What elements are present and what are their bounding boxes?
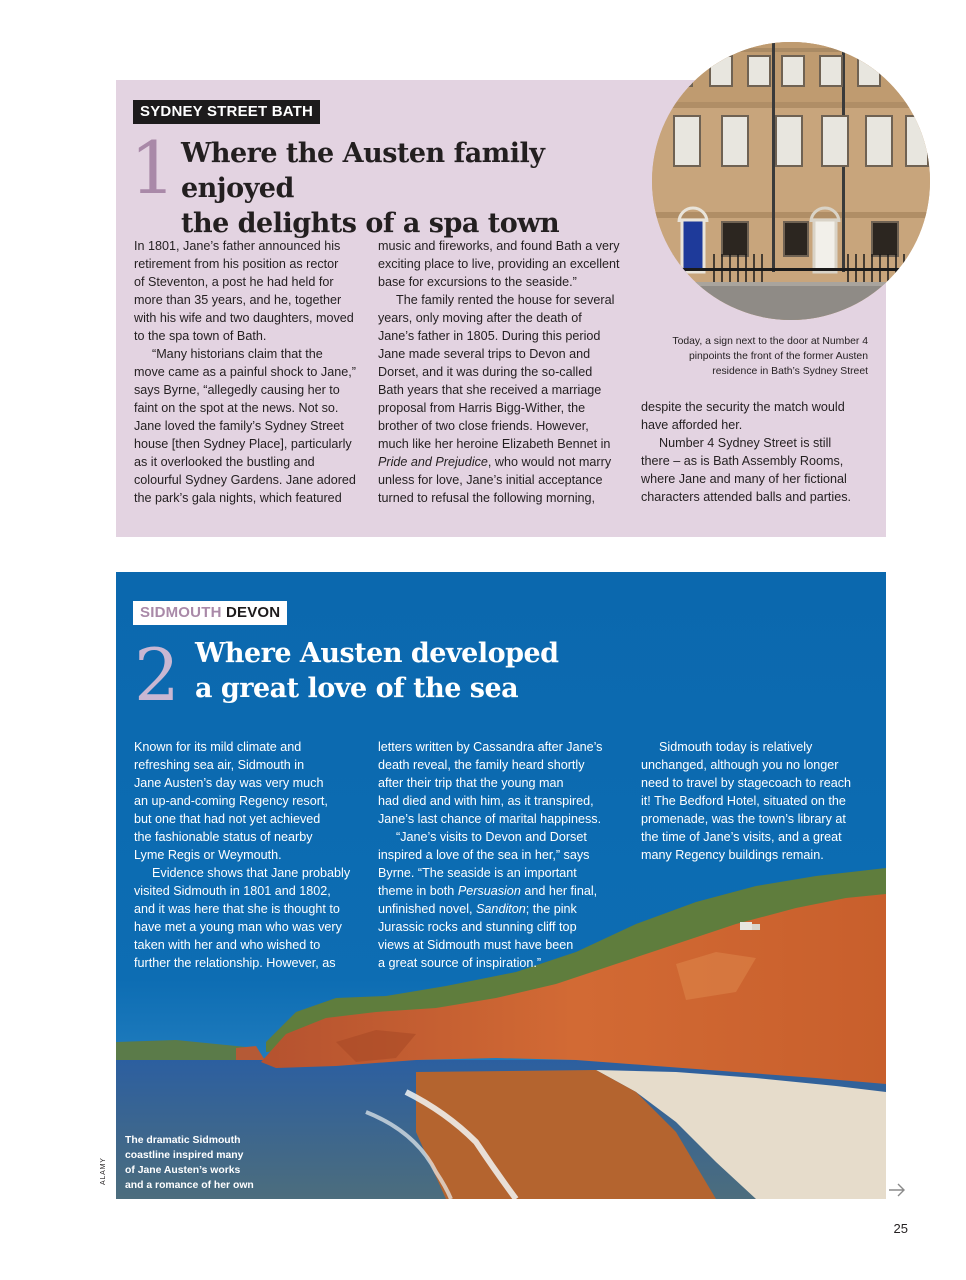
text-line: Jane’s father in 1805. During this period (378, 329, 601, 343)
body-column-1 (134, 738, 366, 972)
heading-line: Where Austen developed (195, 638, 559, 669)
text-line: after their trip that the young man (378, 776, 564, 790)
text-line: to the spa town of Bath. (134, 329, 267, 343)
text-run: unfinished novel, (378, 902, 477, 916)
text-line: but one that had not yet achieved (134, 812, 321, 826)
text-line: Byrne. “The seaside is an important (378, 866, 577, 880)
text-line: turned to refusal the following morning, (378, 491, 596, 505)
text-line: move came as a painful shock to Jane,” (134, 365, 356, 379)
text-line: Jane loved the family’s Sydney Street (134, 419, 344, 433)
text-line: have met a young man who was very (134, 920, 342, 934)
text-line: the park’s gala nights, which featured (134, 491, 342, 505)
text-line: Jane Austen’s day was very much (134, 776, 324, 790)
text-line: says Byrne, “allegedly causing her to (134, 383, 340, 397)
text-line: Lyme Regis or Weymouth. (134, 848, 282, 862)
text-line: characters attended balls and parties. (641, 490, 852, 504)
tag-region: BATH (271, 103, 314, 120)
text-line: “Jane’s visits to Devon and Dorset (396, 830, 587, 844)
caption-line: The dramatic Sidmouth (125, 1135, 241, 1146)
photo-caption (125, 1133, 295, 1193)
book-title: Pride and Prejudice (378, 455, 488, 469)
text-line: despite the security the match would (641, 400, 845, 414)
body-column-2 (378, 738, 628, 972)
text-line: had died and with him, as it transpired, (378, 794, 594, 808)
text-line: Dorset, and it was during the so-called (378, 365, 593, 379)
tag-place: SYDNEY STREET (140, 103, 268, 120)
text-line (378, 882, 628, 900)
text-line: unchanged, although you no longer (641, 758, 839, 772)
text-line: proposal from Harris Bigg-Wither, the (378, 401, 586, 415)
page-number: 25 (893, 1221, 908, 1236)
body-column-2 (378, 237, 628, 507)
text-line: have afforded her. (641, 418, 743, 432)
text-line: years, only moving after the death of (378, 311, 582, 325)
text-line: brother of two close friends. However, (378, 419, 589, 433)
section-number: 1 (130, 126, 176, 210)
text-run: ; the pink (525, 902, 577, 916)
text-run: , who would not marry (487, 455, 612, 469)
section-heading (181, 136, 661, 241)
book-title: Persuasion (457, 884, 521, 898)
text-line: Jane’s last chance of marital happiness. (378, 812, 602, 826)
caption-line: Today, a sign next to the door at Number 4 (672, 336, 868, 347)
text-line: of Steventon, a post he had held for (134, 275, 334, 289)
caption-line: coastline inspired many (125, 1150, 244, 1161)
tag-region: DEVON (225, 604, 281, 621)
heading-line: the delights of a spa town (181, 208, 560, 239)
text-line: refreshing sea air, Sidmouth in (134, 758, 305, 772)
text-line: further the relationship. However, as (134, 956, 336, 970)
text-line: a great source of inspiration.” (378, 956, 542, 970)
text-line: with his wife and two daughters, moved (134, 311, 354, 325)
text-line: inspired a love of the sea in her,” says (378, 848, 590, 862)
section-heading (195, 636, 615, 706)
section-tag (133, 601, 287, 625)
body-column-3 (641, 738, 881, 864)
text-line: many Regency buildings remain. (641, 848, 824, 862)
caption-line: pinpoints the front of the former Austen (688, 351, 868, 362)
section-number: 2 (134, 633, 180, 717)
text-line: exciting place to live, providing an excellent (378, 257, 620, 271)
text-run: and her final, (520, 884, 598, 898)
text-line: and it was here that she is thought to (134, 902, 340, 916)
text-line: base for excursions to the seaside.” (378, 275, 577, 289)
text-line: visited Sidmouth in 1801 and 1802, (134, 884, 331, 898)
text-line: faint on the spot at the news. Not so. (134, 401, 339, 415)
text-line: need to travel by stagecoach to reach (641, 776, 852, 790)
text-line: Jane made several trips to Devon and (378, 347, 591, 361)
text-line: where Jane and many of her fictional (641, 472, 847, 486)
text-line: the fashionable status of nearby (134, 830, 313, 844)
text-line: Number 4 Sydney Street is still (659, 436, 832, 450)
text-line: colourful Sydney Gardens. Jane adored (134, 473, 356, 487)
text-line: promenade, was the town’s library at (641, 812, 846, 826)
text-line (378, 453, 628, 471)
text-line: letters written by Cassandra after Jane’s (378, 740, 603, 754)
text-line: Bath years that she received a marriage (378, 383, 602, 397)
text-line: house [then Sydney Place], particularly (134, 437, 352, 451)
text-line: much like her heroine Elizabeth Bennet in (378, 437, 611, 451)
heading-line: a great love of the sea (195, 673, 519, 704)
text-line: it! The Bedford Hotel, situated on the (641, 794, 846, 808)
text-line: Known for its mild climate and (134, 740, 302, 754)
text-line: retirement from his position as rector (134, 257, 339, 271)
text-line: as it overlooked the bustling and (134, 455, 315, 469)
photo-credit: ALAMY (100, 1157, 107, 1185)
text-line: Sidmouth today is relatively (659, 740, 813, 754)
text-line (378, 900, 628, 918)
text-line: music and fireworks, and found Bath a very (378, 239, 620, 253)
text-line: taken with her and who wished to (134, 938, 321, 952)
georgian-terrace-illustration (652, 42, 930, 320)
heading-line: Where the Austen family enjoyed (181, 138, 545, 204)
book-title: Sanditon (476, 902, 526, 916)
text-line: an up-and-coming Regency resort, (134, 794, 328, 808)
text-line: unless for love, Jane’s initial acceptance (378, 473, 603, 487)
arrow-right-icon[interactable] (888, 1183, 906, 1197)
section-tag (133, 100, 320, 124)
photo-caption (620, 334, 868, 379)
text-run: theme in both (378, 884, 458, 898)
text-line: more than 35 years, and he, together (134, 293, 342, 307)
text-line: Evidence shows that Jane probably (152, 866, 351, 880)
text-line: “Many historians claim that the (152, 347, 323, 361)
text-line: In 1801, Jane’s father announced his (134, 239, 341, 253)
section-sidmouth-devon (116, 572, 886, 1199)
text-line: The family rented the house for several (396, 293, 615, 307)
caption-line: and a romance of her own (125, 1180, 254, 1191)
text-line: the time of Jane’s visits, and a great (641, 830, 842, 844)
sydney-street-house-photo (652, 42, 930, 320)
caption-line: of Jane Austen’s works (125, 1165, 241, 1176)
text-line: Jurassic rocks and stunning cliff top (378, 920, 577, 934)
text-line: there – as is Bath Assembly Rooms, (641, 454, 844, 468)
text-line: death reveal, the family heard shortly (378, 758, 585, 772)
body-column-3 (641, 398, 881, 506)
tag-place: SIDMOUTH (140, 604, 222, 621)
caption-line: residence in Bath’s Sydney Street (712, 366, 868, 377)
text-line: views at Sidmouth must have been (378, 938, 574, 952)
body-column-1 (134, 237, 366, 507)
